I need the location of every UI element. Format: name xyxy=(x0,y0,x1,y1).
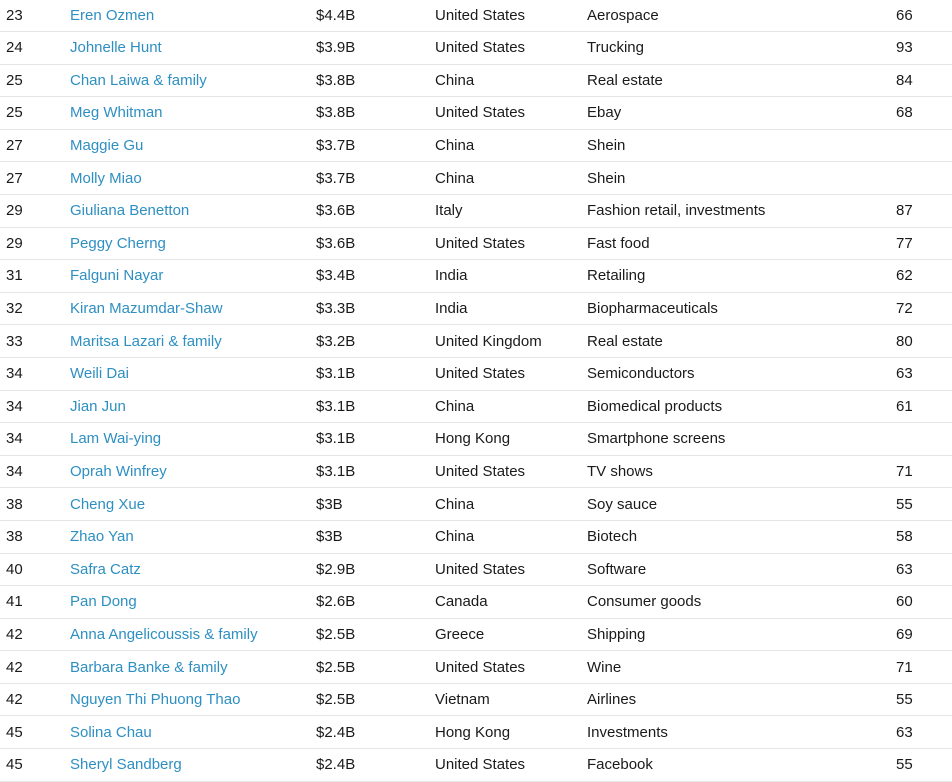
net-worth-cell: $3.1B xyxy=(316,365,356,383)
country-cell: Canada xyxy=(435,593,488,611)
source-cell: Biomedical products xyxy=(587,397,723,415)
net-worth-cell: $3.7B xyxy=(316,137,356,155)
country-cell: Hong Kong xyxy=(435,430,511,448)
source-cell: Biopharmaceuticals xyxy=(587,300,718,318)
age-cell: 80 xyxy=(896,332,913,350)
country-cell: United States xyxy=(435,104,526,122)
name-cell xyxy=(70,391,310,423)
name-cell xyxy=(70,423,310,455)
source-cell: Shipping xyxy=(587,625,646,643)
person-name-link[interactable]: Lam Wai-ying xyxy=(70,430,162,448)
source-cell: Smartphone screens xyxy=(587,430,726,448)
person-name-link[interactable]: Peggy Cherng xyxy=(70,234,166,252)
table-row xyxy=(0,293,952,326)
rank-cell: 38 xyxy=(6,528,23,546)
rank-cell: 33 xyxy=(6,332,23,350)
table-row xyxy=(0,260,952,293)
country-cell: China xyxy=(435,495,475,513)
person-name-link[interactable]: Cheng Xue xyxy=(70,495,146,513)
net-worth-cell: $2.4B xyxy=(316,723,356,741)
person-name-link[interactable]: Sheryl Sandberg xyxy=(70,756,182,774)
net-worth-cell: $3B xyxy=(316,495,343,513)
person-name-link[interactable]: Safra Catz xyxy=(70,560,141,578)
source-cell: Wine xyxy=(587,658,622,676)
rank-cell: 34 xyxy=(6,463,23,481)
person-name-link[interactable]: Giuliana Benetton xyxy=(70,202,190,220)
rank-cell: 45 xyxy=(6,723,23,741)
country-cell: China xyxy=(435,528,475,546)
net-worth-cell: $2.5B xyxy=(316,625,356,643)
rank-cell: 29 xyxy=(6,234,23,252)
rank-cell: 38 xyxy=(6,495,23,513)
source-cell: Fast food xyxy=(587,234,650,252)
person-name-link[interactable]: Barbara Banke & family xyxy=(70,658,228,676)
rank-cell: 32 xyxy=(6,300,23,318)
name-cell xyxy=(70,488,310,520)
name-cell xyxy=(70,521,310,553)
age-cell: 72 xyxy=(896,300,913,318)
rank-cell: 41 xyxy=(6,593,23,611)
table-row xyxy=(0,228,952,261)
source-cell: Shein xyxy=(587,169,626,187)
table-row xyxy=(0,488,952,521)
table-row xyxy=(0,423,952,456)
person-name-link[interactable]: Meg Whitman xyxy=(70,104,163,122)
rank-cell: 34 xyxy=(6,365,23,383)
age-cell xyxy=(896,162,946,194)
age-cell: 77 xyxy=(896,234,913,252)
table-row xyxy=(0,749,952,782)
rank-cell: 25 xyxy=(6,71,23,89)
name-cell xyxy=(70,195,310,227)
name-cell xyxy=(70,162,310,194)
age-cell: 71 xyxy=(896,463,913,481)
table-row xyxy=(0,325,952,358)
person-name-link[interactable]: Anna Angelicoussis & family xyxy=(70,625,258,643)
country-cell: India xyxy=(435,300,468,318)
source-cell: Airlines xyxy=(587,691,637,709)
rank-cell: 27 xyxy=(6,169,23,187)
net-worth-cell: $3.8B xyxy=(316,71,356,89)
table-row xyxy=(0,456,952,489)
name-cell xyxy=(70,358,310,390)
country-cell: China xyxy=(435,169,475,187)
source-cell: Retailing xyxy=(587,267,646,285)
person-name-link[interactable]: Eren Ozmen xyxy=(70,7,155,24)
source-cell: Ebay xyxy=(587,104,622,122)
table-row xyxy=(0,130,952,163)
rank-cell: 42 xyxy=(6,658,23,676)
age-cell: 63 xyxy=(896,560,913,578)
name-cell xyxy=(70,260,310,292)
name-cell xyxy=(70,32,310,64)
rank-cell: 29 xyxy=(6,202,23,220)
table-row xyxy=(0,619,952,652)
table-row xyxy=(0,586,952,619)
country-cell: United States xyxy=(435,365,526,383)
net-worth-cell: $3.2B xyxy=(316,332,356,350)
net-worth-cell: $3.1B xyxy=(316,397,356,415)
age-cell xyxy=(896,130,946,162)
age-cell: 84 xyxy=(896,71,913,89)
person-name-link[interactable]: Jian Jun xyxy=(70,397,126,415)
net-worth-cell: $3.6B xyxy=(316,234,356,252)
person-name-link[interactable]: Oprah Winfrey xyxy=(70,463,167,481)
country-cell: India xyxy=(435,267,468,285)
net-worth-cell: $2.5B xyxy=(316,691,356,709)
person-name-link[interactable]: Molly Miao xyxy=(70,169,142,187)
net-worth-cell: $3.3B xyxy=(316,300,356,318)
net-worth-cell: $3.9B xyxy=(316,39,356,57)
person-name-link[interactable]: Weili Dai xyxy=(70,365,129,383)
age-cell: 66 xyxy=(896,7,913,24)
source-cell: Shein xyxy=(587,137,626,155)
country-cell: United States xyxy=(435,7,526,24)
rank-cell: 27 xyxy=(6,137,23,155)
name-cell xyxy=(70,97,310,129)
age-cell xyxy=(896,423,946,455)
table-row xyxy=(0,716,952,749)
table-row xyxy=(0,554,952,587)
net-worth-cell: $3B xyxy=(316,528,343,546)
country-cell: Vietnam xyxy=(435,691,490,709)
country-cell: Greece xyxy=(435,625,485,643)
person-name-link[interactable]: Pan Dong xyxy=(70,593,137,611)
rank-cell: 34 xyxy=(6,430,23,448)
net-worth-cell: $2.5B xyxy=(316,658,356,676)
rank-cell: 24 xyxy=(6,39,23,57)
net-worth-cell: $3.8B xyxy=(316,104,356,122)
name-cell xyxy=(70,65,310,97)
source-cell: Real estate xyxy=(587,71,663,89)
rank-cell: 31 xyxy=(6,267,23,285)
person-name-link[interactable]: Maggie Gu xyxy=(70,137,144,155)
net-worth-cell: $2.9B xyxy=(316,560,356,578)
name-cell xyxy=(70,0,310,31)
name-cell xyxy=(70,749,310,781)
age-cell: 87 xyxy=(896,202,913,220)
name-cell xyxy=(70,293,310,325)
country-cell: United States xyxy=(435,39,526,57)
country-cell: United States xyxy=(435,234,526,252)
age-cell: 61 xyxy=(896,397,913,415)
name-cell xyxy=(70,456,310,488)
name-cell xyxy=(70,325,310,357)
source-cell: Soy sauce xyxy=(587,495,658,513)
name-cell xyxy=(70,130,310,162)
age-cell: 63 xyxy=(896,723,913,741)
age-cell: 69 xyxy=(896,625,913,643)
age-cell: 55 xyxy=(896,495,913,513)
age-cell: 55 xyxy=(896,691,913,709)
rank-cell: 40 xyxy=(6,560,23,578)
rank-cell: 34 xyxy=(6,397,23,415)
name-cell xyxy=(70,684,310,716)
rank-cell: 45 xyxy=(6,756,23,774)
source-cell: Aerospace xyxy=(587,7,659,24)
source-cell: Real estate xyxy=(587,332,663,350)
net-worth-cell: $4.4B xyxy=(316,7,356,24)
table-row xyxy=(0,32,952,65)
source-cell: TV shows xyxy=(587,463,653,481)
country-cell: United States xyxy=(435,560,526,578)
country-cell: Italy xyxy=(435,202,463,220)
source-cell: Software xyxy=(587,560,647,578)
net-worth-cell: $3.4B xyxy=(316,267,356,285)
country-cell: China xyxy=(435,397,475,415)
net-worth-cell: $3.6B xyxy=(316,202,356,220)
age-cell: 58 xyxy=(896,528,913,546)
source-cell: Trucking xyxy=(587,39,644,57)
rank-cell: 23 xyxy=(6,7,23,24)
source-cell: Biotech xyxy=(587,528,638,546)
country-cell: China xyxy=(435,137,475,155)
table-row xyxy=(0,162,952,195)
age-cell: 55 xyxy=(896,756,913,774)
table-row xyxy=(0,391,952,424)
name-cell xyxy=(70,586,310,618)
person-name-link[interactable]: Johnelle Hunt xyxy=(70,39,162,57)
country-cell: United States xyxy=(435,756,526,774)
table-row xyxy=(0,0,952,32)
name-cell xyxy=(70,619,310,651)
person-name-link[interactable]: Kiran Mazumdar-Shaw xyxy=(70,300,223,318)
name-cell xyxy=(70,554,310,586)
net-worth-cell: $3.1B xyxy=(316,463,356,481)
rank-cell: 42 xyxy=(6,691,23,709)
source-cell: Facebook xyxy=(587,756,653,774)
person-name-link[interactable]: Chan Laiwa & family xyxy=(70,71,207,89)
country-cell: United States xyxy=(435,463,526,481)
table-row xyxy=(0,521,952,554)
person-name-link[interactable]: Maritsa Lazari & family xyxy=(70,332,222,350)
source-cell: Investments xyxy=(587,723,668,741)
net-worth-cell: $2.6B xyxy=(316,593,356,611)
person-name-link[interactable]: Solina Chau xyxy=(70,723,152,741)
country-cell: United Kingdom xyxy=(435,332,542,350)
country-cell: Hong Kong xyxy=(435,723,511,741)
table-row xyxy=(0,65,952,98)
age-cell: 60 xyxy=(896,593,913,611)
table-row xyxy=(0,358,952,391)
rank-cell: 42 xyxy=(6,625,23,643)
net-worth-cell: $2.4B xyxy=(316,756,356,774)
source-cell: Semiconductors xyxy=(587,365,695,383)
table-row xyxy=(0,195,952,228)
country-cell: United States xyxy=(435,658,526,676)
age-cell: 71 xyxy=(896,658,913,676)
age-cell: 68 xyxy=(896,104,913,122)
rank-cell: 25 xyxy=(6,104,23,122)
name-cell xyxy=(70,716,310,748)
person-name-link[interactable]: Falguni Nayar xyxy=(70,267,164,285)
country-cell: China xyxy=(435,71,475,89)
age-cell: 93 xyxy=(896,39,913,57)
name-cell xyxy=(70,228,310,260)
table-row xyxy=(0,97,952,130)
table-row xyxy=(0,651,952,684)
person-name-link[interactable]: Zhao Yan xyxy=(70,528,134,546)
source-cell: Fashion retail, investments xyxy=(587,202,766,220)
table-row xyxy=(0,684,952,717)
age-cell: 62 xyxy=(896,267,913,285)
name-cell xyxy=(70,651,310,683)
person-name-link[interactable]: Nguyen Thi Phuong Thao xyxy=(70,691,241,709)
net-worth-cell: $3.1B xyxy=(316,430,356,448)
age-cell: 63 xyxy=(896,365,913,383)
net-worth-cell: $3.7B xyxy=(316,169,356,187)
source-cell: Consumer goods xyxy=(587,593,702,611)
